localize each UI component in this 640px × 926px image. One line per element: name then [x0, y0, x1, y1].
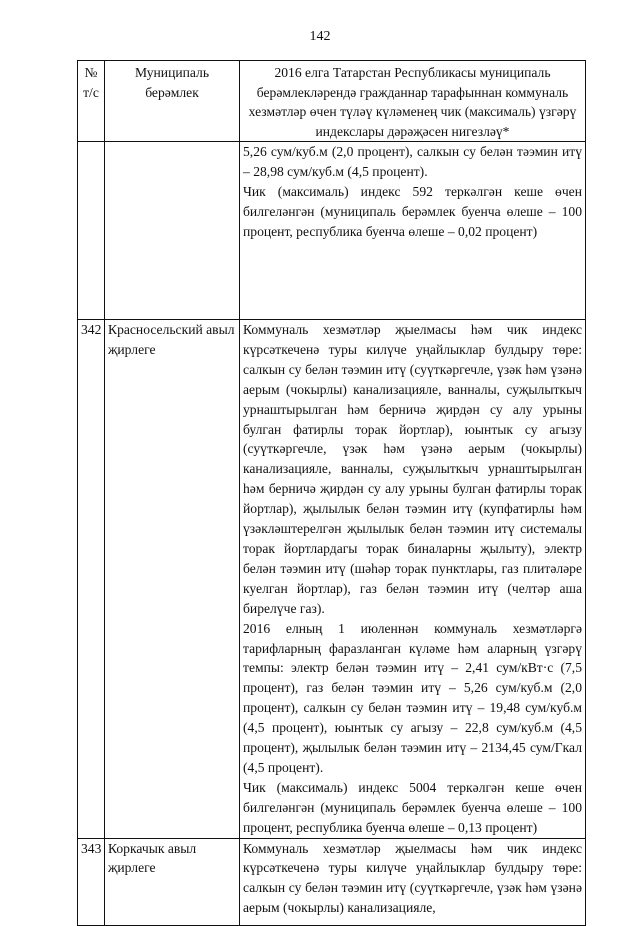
row-paragraph: Коммуналь хезмәтләр җыелмасы һәм чик индекс күрсәткеченә туры килүче уңайлыклар булдыру төре: салкын су белән тәэмин итү (суүткәргечле, үзәк һәм үзәнә аерым (чокырлы) канализацияле, ванналы, суҗылыткыч урнаштырылган һәм берничә җирдән су алу урыны булган фатирлы торак йортлар), юынтык су агызу (суүткәргечле, үзәк һәм үзәнә аерым (чокырлы) канализацияле, ванналы, суҗылыткыч урнаштырылган һәм берничә җирдән су алу урыны булган фатирлы торак йортлар), җылылык белән тәэмин итү (купфатирлы һәм үзәкләштерелгән җылылык белән тәэмин итү системалы торак йортлардагы торак биналарны җылыту), электр белән тәэмин итү (шәһәр торак пунктлары, газ плитәләре куелган йортлар), газ белән тәэмин итү (челтәр аша бирелүче газ). — [243, 322, 582, 616]
row-paragraph: Коммуналь хезмәтләр җыелмасы һәм чик индекс күрсәткеченә туры килүче уңайлыклар булдыру төре: салкын су белән тәэмин итү (суүткәргечле, үзәк һәм үзәнә аерым (чокырлы) канализацияле, — [243, 840, 582, 916]
indices-table — [77, 60, 586, 926]
row-paragraph: 2016 елның 1 июленнән коммуналь хезмәтләргә тарифларның фаразланган күләме һәм аларның үзгәрү темпы: электр белән тәэмин итү – 2,41 сум/кВт·с (7,5 процент), газ белән тәэмин итү – 5,26 сум/куб.м (2,0 процент), салкын су белән тәэмин итү – 19,48 сум/куб.м (4,5 процент), юынтык су агызу – 22,8 сум/куб.м (4,5 процент), җылылык белән тәэмин итү – 2134,45 сум/Гкал (4,5 процент). — [243, 620, 582, 775]
row-paragraph: Чик (максималь) индекс 5004 теркәлгән кеше өчен билгеләнгән (муниципаль берәмлек буенча өлеше – 100 процент, республика буенча өлеше – 0,13 процент) — [243, 779, 582, 835]
row-municipality: Красносельский авыл җирлеге — [105, 320, 240, 839]
row-paragraph: Чик (максималь) индекс 592 теркәлгән кеше өчен билгеләнгән (муниципаль берәмлек буенча өлеше – 100 процент, республика буенча өлеше – 0,02 процент) — [243, 183, 582, 239]
header-index: 2016 елга Татарстан Республикасы муниципаль берәмлекләрендә гражданнар тарафыннан коммуналь хезмәтләр өчен түләү күләменең чик (максималь) үзгәрү индекслары дәрәҗәсен нигезләү* — [240, 61, 586, 142]
row-number: 343 — [78, 838, 105, 925]
page-number: 142 — [309, 29, 331, 44]
row-municipality: Коркачык авыл җирлеге — [105, 838, 240, 925]
table-row — [78, 142, 586, 320]
header-number: № т/с — [78, 61, 105, 142]
header-municipality: Муниципаль берәмлек — [105, 61, 240, 142]
row-description — [240, 320, 586, 839]
row-description — [240, 838, 586, 925]
row-number: 342 — [78, 320, 105, 839]
table-row — [78, 838, 586, 925]
table-row — [78, 320, 586, 839]
row-paragraph: 5,26 сум/куб.м (2,0 процент), салкын су белән тәэмин итү – 28,98 сум/куб.м (4,5 процент). — [243, 144, 582, 179]
row-number — [78, 142, 105, 320]
row-municipality — [105, 142, 240, 320]
table-header-row — [78, 61, 586, 142]
row-description — [240, 142, 586, 320]
